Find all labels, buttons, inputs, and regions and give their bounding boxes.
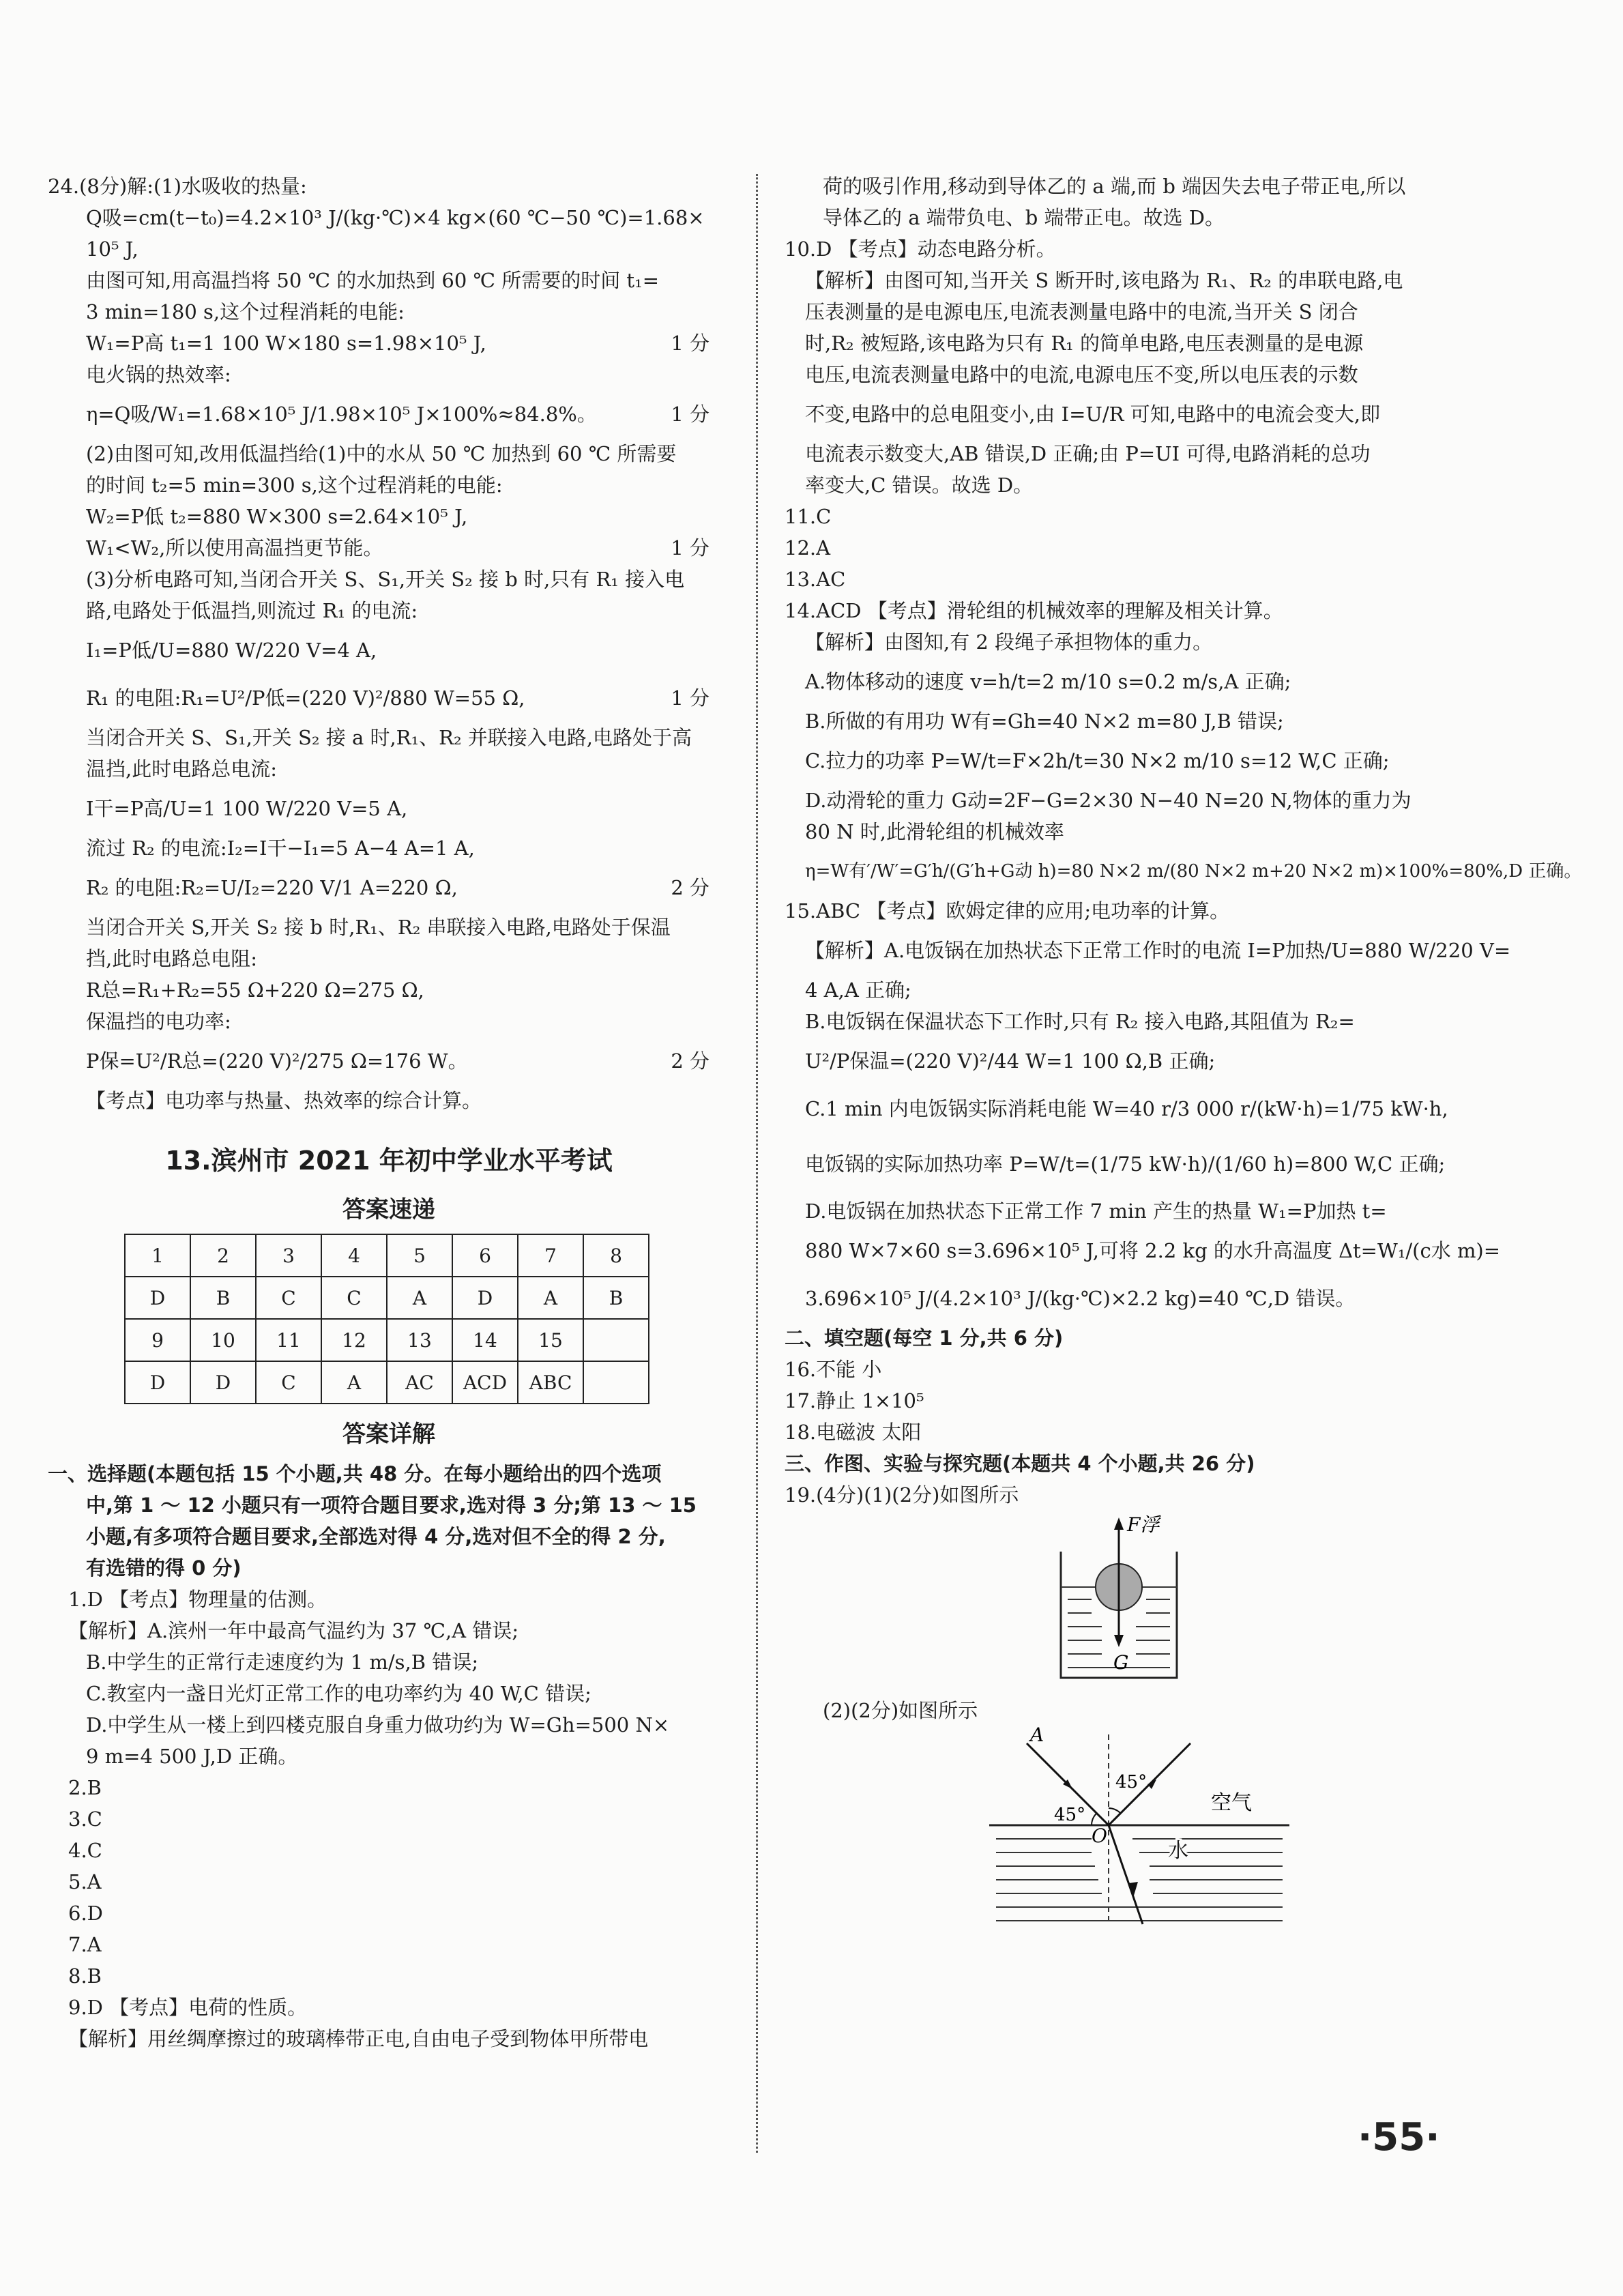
angle-arc [1092,1813,1097,1825]
text-line: W₁<W₂,所以使用高温挡更节能。 1 分 [48,532,730,564]
quick-answer-title: 答案速递 [342,1196,435,1223]
water-lines [996,1839,1283,1921]
formula-line: P保=U²/R总=(220 V)²/275 Ω=176 W。 2 分 [48,1037,730,1085]
formula-line: 3.696×10⁵ J/(4.2×10³ J/(kg·℃)×2.2 kg)=40 ℃,D 错误。 [805,1287,1356,1310]
text-line: 【解析】由图可知,当开关 S 断开时,该电路为 R₁、R₂ 的串联电路,电 [805,269,1403,292]
section-heading: 三、作图、实验与探究题(本题共 4 个小题,共 26 分) [785,1452,1255,1475]
left-column [48,171,730,2054]
text-line: 1.D 【考点】物理量的估测。 [68,1588,327,1611]
text-line: (3)分析电路可知,当闭合开关 S、S₁,开关 S₂ 接 b 时,只有 R₁ 接入电 [86,568,685,591]
text-line: 导体乙的 a 端带负电、b 端带正电。故选 D。 [823,206,1225,229]
page-number: ·55· [1358,2115,1440,2160]
text-line: B.中学生的正常行走速度约为 1 m/s,B 错误; [86,1651,479,1674]
text-line: 流过 R₂ 的电流:I₂=I干−I₁=5 A−4 A=1 A, [86,837,475,860]
detail-title: 答案详解 [342,1421,435,1448]
table-cell: 2 [190,1234,256,1277]
text-line: 电压,电流表测量电路中的电流,电源电压不变,所以电压表的示数 [805,363,1358,386]
table-cell: 7 [518,1234,583,1277]
table-cell: ABC [518,1361,583,1404]
text-line: 压表测量的是电源电压,电流表测量电路中的电流,当开关 S 闭合 [805,300,1358,323]
point-label: O [1092,1825,1107,1847]
table-cell: D [190,1361,256,1404]
table-cell [583,1319,649,1361]
text-line: (2)(2分)如图所示 [823,1699,978,1722]
refracted-ray [1109,1825,1143,1924]
formula-line: η=W有′/W′=G′h/(G′h+G动 h)=80 N×2 m/(80 N×2 m+20 N×2 m)×100%=80%,D 正确。 [805,861,1582,882]
text-line: (2)由图可知,改用低温挡给(1)中的水从 50 ℃ 加热到 60 ℃ 所需要 [86,442,677,465]
table-cell: D [125,1361,190,1404]
text-line: 挡,此时电路总电阻: [86,947,257,970]
table-cell: 3 [256,1234,321,1277]
buoyancy-figure [1051,1511,1187,1688]
formula-line: 【解析】A.电饭锅在加热状态下正常工作时的电流 I=P加热/U=880 W/220 V= [805,939,1511,962]
answer-line: 2.B [68,1776,102,1799]
text-line: B.电饭锅在保温状态下工作时,只有 R₂ 接入电路,其阻值为 R₂= [805,1010,1355,1033]
table-cell: 8 [583,1234,649,1277]
section-heading: 小题,有多项符合题目要求,全部选对得 4 分,选对但不全的得 2 分, [86,1525,666,1548]
text-line: R总=R₁+R₂=55 Ω+220 Ω=275 Ω, [86,978,424,1002]
table-cell: 4 [321,1234,387,1277]
table-cell: A [387,1277,452,1319]
text-line: 15.ABC 【考点】欧姆定律的应用;电功率的计算。 [785,899,1230,922]
right-column [785,171,1582,1931]
table-cell: A [321,1361,387,1404]
text-line: 的时间 t₂=5 min=300 s,这个过程消耗的电能: [86,474,503,497]
text-line: D.中学生从一楼上到四楼克服自身重力做功约为 W=Gh=500 N× [86,1713,670,1736]
formula-line: 不变,电路中的总电阻变小,由 I=U/R 可知,电路中的电流会变大,即 [805,403,1381,426]
text-line: Q吸=cm(t−t₀)=4.2×10³ J/(kg·℃)×4 kg×(60 ℃−50 ℃)=1.68× [86,206,705,229]
force-up-label: F浮 [1127,1513,1160,1536]
score-mark: 1 分 [671,332,710,355]
table-cell: C [256,1277,321,1319]
answer-line: 3.C [68,1807,102,1831]
formula-line: R₂ 的电阻:R₂=U/I₂=220 V/1 A=220 Ω, 2 分 [48,864,730,912]
text-line: D.电饭锅在加热状态下正常工作 7 min 产生的热量 W₁=P加热 t= [805,1200,1387,1223]
table-row [125,1277,649,1319]
text-line: 当闭合开关 S、S₁,开关 S₂ 接 a 时,R₁、R₂ 并联接入电路,电路处于高 [86,726,692,749]
formula-line: R₁ 的电阻:R₁=U²/P低=(220 V)²/880 W=55 Ω, 1 分 [48,674,730,722]
formula-line: C.1 min 内电饭锅实际消耗电能 W=40 r/3 000 r/(kW·h)=1/75 kW·h, [805,1097,1448,1120]
table-cell [583,1361,649,1404]
text-line: C.教室内一盏日光灯正常工作的电功率约为 40 W,C 错误; [86,1682,591,1705]
table-cell: 6 [452,1234,518,1277]
text-line: 4 A,A 正确; [805,978,911,1002]
key-point: 【考点】电功率与热量、热效率的综合计算。 [86,1089,482,1112]
table-cell: AC [387,1361,452,1404]
score-mark: 2 分 [671,1049,710,1073]
air-label: 空气 [1211,1791,1252,1815]
text-line: 【解析】用丝绸摩擦过的玻璃棒带正电,自由电子受到物体甲所带电 [68,2027,649,2050]
table-cell: 5 [387,1234,452,1277]
text-line: 率变大,C 错误。故选 D。 [805,474,1034,497]
water-label: 水 [1168,1839,1188,1863]
table-cell: 15 [518,1319,583,1361]
table-cell: ACD [452,1361,518,1404]
formula-line: U²/P保温=(220 V)²/44 W=1 100 Ω,B 正确; [805,1049,1216,1073]
text-line: 【解析】A.滨州一年中最高气温约为 37 ℃,A 错误; [68,1619,519,1642]
score-mark: 2 分 [671,876,710,899]
table-cell: 10 [190,1319,256,1361]
text-line: 由图可知,用高温挡将 50 ℃ 的水加热到 60 ℃ 所需要的时间 t₁= [86,269,660,292]
text-line: 24.(8分)解:(1)水吸收的热量: [48,175,307,198]
table-row [125,1234,649,1277]
formula-line: I干=P高/U=1 100 W/220 V=5 A, [86,797,408,820]
refraction-figure [989,1726,1289,1931]
text-line: 荷的吸引作用,移动到导体乙的 a 端,而 b 端因失去电子带正电,所以 [823,175,1406,198]
column-divider [756,174,758,2153]
formula-line: η=Q吸/W₁=1.68×10⁵ J/1.98×10⁵ J×100%≈84.8%。 1 分 [48,390,730,438]
score-mark: 1 分 [671,536,710,560]
answer-line: 11.C [785,505,832,528]
formula-line: 880 W×7×60 s=3.696×10⁵ J,可将 2.2 kg 的水升高温度 Δt=W₁/(c水 m)= [805,1239,1501,1262]
text-line: 19.(4分)(1)(2分)如图所示 [785,1483,1019,1507]
angle-label: 45° [1054,1805,1086,1825]
answer-line: 5.A [68,1870,102,1893]
angle-arc [1109,1808,1120,1813]
text-line: 温挡,此时电路总电流: [86,757,277,781]
answer-line: 18.电磁波 太阳 [785,1421,922,1444]
table-cell: D [452,1277,518,1319]
table-cell: 14 [452,1319,518,1361]
ray-label: A [1030,1726,1044,1746]
table-cell: B [583,1277,649,1319]
force-down-label: G [1113,1651,1129,1674]
table-cell: C [256,1361,321,1404]
angle-label: 45° [1115,1772,1147,1792]
arrow-head-up [1114,1517,1124,1530]
text-line: 路,电路处于低温挡,则流过 R₁ 的电流: [86,599,418,622]
text-line: 时,R₂ 被短路,该电路为只有 R₁ 的简单电路,电压表测量的是电源 [805,332,1364,355]
text-line: 10.D 【考点】动态电路分析。 [785,237,1056,261]
text-line: 80 N 时,此滑轮组的机械效率 [805,820,1064,843]
answer-line: 4.C [68,1839,102,1862]
answer-line: 12.A [785,536,831,560]
text-line: 9 m=4 500 J,D 正确。 [86,1745,298,1768]
exam-title: 13.滨州市 2021 年初中学业水平考试 [165,1146,613,1176]
section-heading: 中,第 1 ～ 12 小题只有一项符合题目要求,选对得 3 分;第 13 ～ 15 [86,1494,697,1517]
answer-line: 8.B [68,1964,102,1988]
answer-table [124,1234,649,1404]
table-cell: 13 [387,1319,452,1361]
text-line: 10⁵ J, [86,237,138,261]
text-line: 3 min=180 s,这个过程消耗的电能: [86,300,405,323]
text-line: 当闭合开关 S,开关 S₂ 接 b 时,R₁、R₂ 串联接入电路,电路处于保温 [86,916,671,939]
table-cell: 12 [321,1319,387,1361]
text-line: 9.D 【考点】电荷的性质。 [68,1996,308,2019]
text-line: D.动滑轮的重力 G动=2F−G=2×30 N−40 N=20 N,物体的重力为 [805,789,1412,812]
text-line: 保温挡的电功率: [86,1010,231,1033]
section-heading: 一、选择题(本题包括 15 个小题,共 48 分。在每小题给出的四个选项 [48,1462,662,1485]
answer-line: 13.AC [785,568,846,591]
formula-line: I₁=P低/U=880 W/220 V=4 A, [86,639,377,662]
score-mark: 1 分 [671,686,710,710]
table-cell: C [321,1277,387,1319]
score-mark: 1 分 [671,403,710,426]
text-line: 电火锅的热效率: [86,363,231,386]
section-heading: 有选错的得 0 分) [86,1556,242,1580]
text-line: 14.ACD 【考点】滑轮组的机械效率的理解及相关计算。 [785,599,1283,622]
table-row [125,1361,649,1404]
table-cell: 11 [256,1319,321,1361]
answer-line: 7.A [68,1933,102,1956]
table-cell: 1 [125,1234,190,1277]
text-line: B.所做的有用功 W有=Gh=40 N×2 m=80 J,B 错误; [805,710,1284,733]
answer-line: 16.不能 小 [785,1358,882,1381]
text-line: 电流表示数变大,AB 错误,D 正确;由 P=UI 可得,电路消耗的总功 [805,442,1371,465]
section-heading: 二、填空题(每空 1 分,共 6 分) [785,1326,1064,1350]
table-cell: A [518,1277,583,1319]
answer-line: 6.D [68,1902,103,1925]
formula-line: A.物体移动的速度 v=h/t=2 m/10 s=0.2 m/s,A 正确; [805,670,1291,693]
table-row [125,1319,649,1361]
answer-line: 17.静止 1×10⁵ [785,1389,924,1412]
text-line: W₁=P高 t₁=1 100 W×180 s=1.98×10⁵ J, 1 分 [48,328,730,359]
text-line: W₂=P低 t₂=880 W×300 s=2.64×10⁵ J, [86,505,468,528]
table-cell: 9 [125,1319,190,1361]
text-line: 【解析】由图知,有 2 段绳子承担物体的重力。 [805,630,1213,654]
table-cell: D [125,1277,190,1319]
arrow-head-down [1114,1635,1124,1647]
formula-line: C.拉力的功率 P=W/t=F×2h/t=30 N×2 m/10 s=12 W,C 正确; [805,749,1390,772]
table-cell: B [190,1277,256,1319]
formula-line: 电饭锅的实际加热功率 P=W/t=(1/75 kW·h)/(1/60 h)=800 W,C 正确; [805,1152,1446,1176]
